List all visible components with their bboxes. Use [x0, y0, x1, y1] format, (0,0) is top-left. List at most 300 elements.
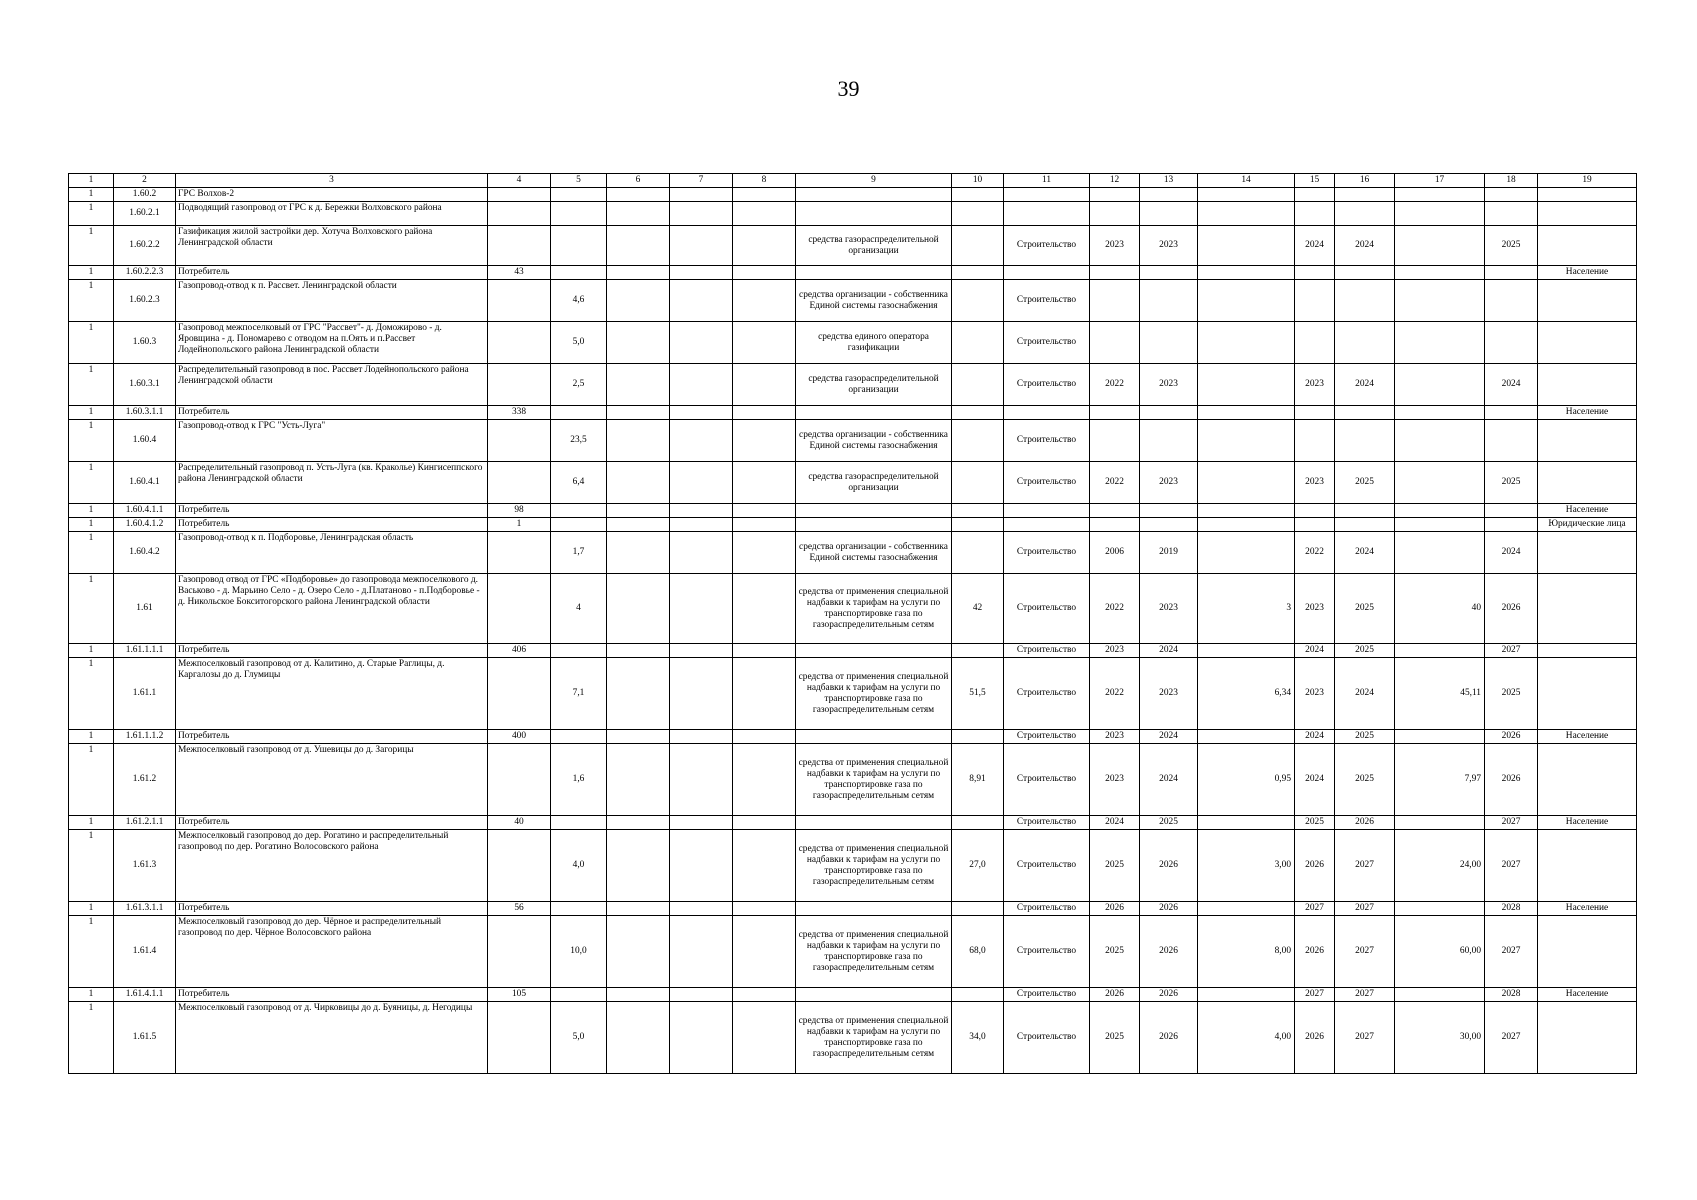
- table-cell-col-11: [1004, 188, 1090, 202]
- table-cell-col-12: 2026: [1090, 902, 1140, 916]
- table-cell-col-18: [1485, 280, 1538, 322]
- table-cell-col-10: [952, 532, 1004, 574]
- table-cell-col-18: 2027: [1485, 644, 1538, 658]
- table-cell-col-14: [1198, 202, 1295, 226]
- table-cell-col-1: 1: [69, 188, 114, 202]
- table-cell-col-18: 2026: [1485, 574, 1538, 644]
- table-row: [69, 188, 1637, 202]
- table-cell-col-13: 2026: [1140, 988, 1198, 1002]
- table-cell-col-19: [1538, 830, 1637, 902]
- table-cell-col-5: 5,0: [551, 322, 607, 364]
- table-row: [69, 574, 1637, 644]
- table-cell-col-19: Население: [1538, 902, 1637, 916]
- table-cell-col-1: 1: [69, 202, 114, 226]
- table-cell-col-18: [1485, 420, 1538, 462]
- table-cell-col-9: средства от применения специальной надбавки к тарифам на услуги по транспортировке газа по газораспределительным сетям: [796, 830, 952, 902]
- table-cell-col-2: 1.61: [114, 574, 176, 644]
- table-cell-col-17: 45,11: [1395, 658, 1485, 730]
- table-cell-col-12: [1090, 322, 1140, 364]
- table-cell-col-11: [1004, 266, 1090, 280]
- table-cell-col-12: [1090, 188, 1140, 202]
- table-cell-col-6: [607, 202, 670, 226]
- table-cell-col-11: Строительство: [1004, 658, 1090, 730]
- document-table: [68, 173, 1637, 1074]
- table-cell-col-14: [1198, 816, 1295, 830]
- table-cell-col-7: [670, 916, 733, 988]
- table-cell-col-9: [796, 504, 952, 518]
- table-cell-col-14: [1198, 188, 1295, 202]
- table-row: [69, 532, 1637, 574]
- table-cell-col-14: 3: [1198, 574, 1295, 644]
- table-row: [69, 322, 1637, 364]
- table-cell-col-8: [733, 280, 796, 322]
- table-cell-col-11: Строительство: [1004, 744, 1090, 816]
- table-cell-col-17: [1395, 988, 1485, 1002]
- table-cell-col-15: 2024: [1295, 744, 1335, 816]
- table-cell-col-13: 2024: [1140, 730, 1198, 744]
- table-cell-col-12: [1090, 202, 1140, 226]
- table-cell-col-18: 2026: [1485, 744, 1538, 816]
- table-cell-col-11: Строительство: [1004, 532, 1090, 574]
- table-cell-col-18: [1485, 518, 1538, 532]
- table-cell-col-3: Газопровод-отвод к п. Подборовье, Ленинградская область: [176, 532, 488, 574]
- table-cell-col-13: [1140, 188, 1198, 202]
- table-cell-col-7: [670, 816, 733, 830]
- table-cell-col-2: 1.60.2.3: [114, 280, 176, 322]
- table-cell-col-10: [952, 202, 1004, 226]
- table-cell-col-5: 5,0: [551, 1002, 607, 1074]
- table-cell-col-8: [733, 816, 796, 830]
- table-cell-col-16: 2027: [1335, 902, 1395, 916]
- table-cell-col-15: [1295, 518, 1335, 532]
- table-cell-col-7: [670, 420, 733, 462]
- table-cell-col-3: Потребитель: [176, 266, 488, 280]
- table-cell-col-18: 2027: [1485, 916, 1538, 988]
- table-cell-col-16: [1335, 266, 1395, 280]
- table-cell-col-6: [607, 988, 670, 1002]
- table-cell-col-3: Межпоселковый газопровод до дер. Чёрное и распределительный газопровод по дер. Чёрное Волосовского района: [176, 916, 488, 988]
- header-cell: 18: [1485, 174, 1538, 188]
- table-cell-col-16: [1335, 406, 1395, 420]
- table-cell-col-14: [1198, 902, 1295, 916]
- table-cell-col-15: [1295, 188, 1335, 202]
- table-cell-col-1: 1: [69, 916, 114, 988]
- table-cell-col-3: Газопровод отвод от ГРС «Подборовье» до газопровода межпоселкового д. Васьково - д. Марьино Село - д. Озеро Село - д.Платаново - п.Подборовье - д. Никольское Бокситогорского района Ленинградской области: [176, 574, 488, 644]
- table-cell-col-14: [1198, 532, 1295, 574]
- table-cell-col-9: [796, 202, 952, 226]
- table-row: [69, 226, 1637, 266]
- table-cell-col-3: Потребитель: [176, 518, 488, 532]
- table-cell-col-11: [1004, 202, 1090, 226]
- table-cell-col-13: 2023: [1140, 462, 1198, 504]
- table-cell-col-14: 3,00: [1198, 830, 1295, 902]
- table-cell-col-19: [1538, 462, 1637, 504]
- table-cell-col-5: 10,0: [551, 916, 607, 988]
- table-cell-col-15: 2023: [1295, 658, 1335, 730]
- table-cell-col-16: 2025: [1335, 730, 1395, 744]
- table-cell-col-1: 1: [69, 902, 114, 916]
- table-cell-col-2: 1.61.3: [114, 830, 176, 902]
- table-cell-col-10: 34,0: [952, 1002, 1004, 1074]
- table-cell-col-9: средства от применения специальной надбавки к тарифам на услуги по транспортировке газа по газораспределительным сетям: [796, 658, 952, 730]
- table-cell-col-7: [670, 644, 733, 658]
- table-cell-col-8: [733, 406, 796, 420]
- header-cell: 6: [607, 174, 670, 188]
- table-cell-col-6: [607, 226, 670, 266]
- table-cell-col-8: [733, 902, 796, 916]
- table-cell-col-1: 1: [69, 364, 114, 406]
- table-cell-col-14: [1198, 988, 1295, 1002]
- table-cell-col-14: 4,00: [1198, 1002, 1295, 1074]
- table-cell-col-8: [733, 916, 796, 988]
- table-cell-col-9: [796, 730, 952, 744]
- table-cell-col-13: [1140, 266, 1198, 280]
- table-cell-col-10: [952, 266, 1004, 280]
- table-cell-col-6: [607, 902, 670, 916]
- table-cell-col-7: [670, 744, 733, 816]
- table-cell-col-9: средства организации - собственника Единой системы газоснабжения: [796, 532, 952, 574]
- table-cell-col-4: 400: [488, 730, 551, 744]
- table-cell-col-7: [670, 1002, 733, 1074]
- table-cell-col-5: 4,6: [551, 280, 607, 322]
- table-cell-col-16: 2025: [1335, 574, 1395, 644]
- table-cell-col-9: средства газораспределительной организации: [796, 226, 952, 266]
- table-cell-col-1: 1: [69, 830, 114, 902]
- table-cell-col-12: 2022: [1090, 658, 1140, 730]
- table-cell-col-18: 2025: [1485, 658, 1538, 730]
- table-cell-col-8: [733, 1002, 796, 1074]
- table-cell-col-9: средства от применения специальной надбавки к тарифам на услуги по транспортировке газа по газораспределительным сетям: [796, 1002, 952, 1074]
- table-cell-col-1: 1: [69, 658, 114, 730]
- table-cell-col-9: средства организации - собственника Единой системы газоснабжения: [796, 420, 952, 462]
- table-cell-col-6: [607, 644, 670, 658]
- table-cell-col-16: 2027: [1335, 988, 1395, 1002]
- table-cell-col-13: 2023: [1140, 658, 1198, 730]
- table-cell-col-19: Население: [1538, 816, 1637, 830]
- table-row: [69, 744, 1637, 816]
- table-cell-col-2: 1.60.4.1: [114, 462, 176, 504]
- table-cell-col-3: Межпоселковый газопровод от д. Чирковицы до д. Буяницы, д. Негодицы: [176, 1002, 488, 1074]
- table-cell-col-11: Строительство: [1004, 644, 1090, 658]
- table-cell-col-6: [607, 406, 670, 420]
- table-cell-col-9: средства организации - собственника Единой системы газоснабжения: [796, 280, 952, 322]
- table-cell-col-5: 6,4: [551, 462, 607, 504]
- table-cell-col-6: [607, 504, 670, 518]
- table-cell-col-15: 2026: [1295, 830, 1335, 902]
- header-cell: 10: [952, 174, 1004, 188]
- page-number: 39: [837, 76, 860, 101]
- table-cell-col-7: [670, 830, 733, 902]
- header-cell: 1: [69, 174, 114, 188]
- table-cell-col-2: 1.60.2.2.3: [114, 266, 176, 280]
- table-cell-col-13: 2026: [1140, 902, 1198, 916]
- table-cell-col-14: [1198, 280, 1295, 322]
- table-cell-col-3: Потребитель: [176, 644, 488, 658]
- table-cell-col-17: 30,00: [1395, 1002, 1485, 1074]
- table-cell-col-14: [1198, 462, 1295, 504]
- table-cell-col-15: 2027: [1295, 988, 1335, 1002]
- table-cell-col-13: [1140, 504, 1198, 518]
- table-cell-col-4: [488, 658, 551, 730]
- table-cell-col-8: [733, 266, 796, 280]
- table-cell-col-15: [1295, 280, 1335, 322]
- table-cell-col-12: 2022: [1090, 574, 1140, 644]
- table-cell-col-15: [1295, 322, 1335, 364]
- table-cell-col-7: [670, 532, 733, 574]
- table-cell-col-4: 40: [488, 816, 551, 830]
- table-cell-col-10: 27,0: [952, 830, 1004, 902]
- table-cell-col-10: [952, 644, 1004, 658]
- table-cell-col-17: [1395, 504, 1485, 518]
- table-cell-col-3: Подводящий газопровод от ГРС к д. Бережки Волховского района: [176, 202, 488, 226]
- table-cell-col-4: [488, 202, 551, 226]
- table-cell-col-15: [1295, 202, 1335, 226]
- table-cell-col-6: [607, 518, 670, 532]
- table-cell-col-4: [488, 916, 551, 988]
- table-cell-col-2: 1.60.2.2: [114, 226, 176, 266]
- table-cell-col-5: [551, 988, 607, 1002]
- table-cell-col-4: 98: [488, 504, 551, 518]
- table-cell-col-13: [1140, 420, 1198, 462]
- table-cell-col-15: 2022: [1295, 532, 1335, 574]
- table-cell-col-6: [607, 816, 670, 830]
- header-cell: 15: [1295, 174, 1335, 188]
- table-cell-col-13: 2019: [1140, 532, 1198, 574]
- table-cell-col-16: [1335, 188, 1395, 202]
- table-cell-col-17: [1395, 816, 1485, 830]
- table-cell-col-15: 2023: [1295, 364, 1335, 406]
- table-cell-col-9: [796, 188, 952, 202]
- table-cell-col-3: Газопровод межпоселковый от ГРС "Рассвет"- д. Доможирово - д. Яровщина - д. Пономарево с отводом на п.Оять и п.Рассвет Лодейнопольского района Ленинградской области: [176, 322, 488, 364]
- table-cell-col-8: [733, 420, 796, 462]
- table-cell-col-19: [1538, 280, 1637, 322]
- table-cell-col-15: 2027: [1295, 902, 1335, 916]
- table-cell-col-11: Строительство: [1004, 574, 1090, 644]
- table-cell-col-4: 338: [488, 406, 551, 420]
- table-cell-col-13: 2023: [1140, 574, 1198, 644]
- table-row: [69, 518, 1637, 532]
- table-cell-col-2: 1.61.4.1.1: [114, 988, 176, 1002]
- table-cell-col-12: 2022: [1090, 462, 1140, 504]
- table-cell-col-5: [551, 202, 607, 226]
- table-cell-col-3: Межпоселковый газопровод от д. Калитино, д. Старые Раглицы, д. Каргалозы до д. Глумицы: [176, 658, 488, 730]
- table-cell-col-17: 60,00: [1395, 916, 1485, 988]
- table-cell-col-15: 2026: [1295, 1002, 1335, 1074]
- table-cell-col-6: [607, 364, 670, 406]
- table-cell-col-8: [733, 830, 796, 902]
- table-cell-col-19: [1538, 644, 1637, 658]
- table-cell-col-19: [1538, 202, 1637, 226]
- table-cell-col-8: [733, 574, 796, 644]
- table-row: [69, 406, 1637, 420]
- header-cell: 13: [1140, 174, 1198, 188]
- table-cell-col-3: Потребитель: [176, 902, 488, 916]
- header-cell: 3: [176, 174, 488, 188]
- table-cell-col-13: [1140, 280, 1198, 322]
- table-cell-col-18: [1485, 188, 1538, 202]
- table-cell-col-11: Строительство: [1004, 988, 1090, 1002]
- table-cell-col-16: 2024: [1335, 532, 1395, 574]
- table-cell-col-16: 2025: [1335, 462, 1395, 504]
- table-cell-col-2: 1.61.5: [114, 1002, 176, 1074]
- table-cell-col-16: 2024: [1335, 658, 1395, 730]
- table-cell-col-17: [1395, 266, 1485, 280]
- table-row: [69, 916, 1637, 988]
- header-cell: 16: [1335, 174, 1395, 188]
- table-cell-col-18: [1485, 406, 1538, 420]
- table-cell-col-13: [1140, 202, 1198, 226]
- table-cell-col-19: [1538, 322, 1637, 364]
- table-cell-col-4: [488, 364, 551, 406]
- table-row: [69, 816, 1637, 830]
- table-cell-col-14: [1198, 266, 1295, 280]
- table-cell-col-5: 1,7: [551, 532, 607, 574]
- table-cell-col-11: Строительство: [1004, 816, 1090, 830]
- table-cell-col-3: Распределительный газопровод в пос. Рассвет Лодейнопольского района Ленинградской области: [176, 364, 488, 406]
- table-cell-col-19: Население: [1538, 504, 1637, 518]
- table-cell-col-9: средства газораспределительной организации: [796, 364, 952, 406]
- table-cell-col-19: [1538, 226, 1637, 266]
- table-cell-col-7: [670, 406, 733, 420]
- table-cell-col-17: 40: [1395, 574, 1485, 644]
- table-row: [69, 364, 1637, 406]
- table-cell-col-13: 2026: [1140, 830, 1198, 902]
- table-cell-col-16: [1335, 202, 1395, 226]
- table-cell-col-15: [1295, 504, 1335, 518]
- table-cell-col-13: [1140, 406, 1198, 420]
- table-cell-col-7: [670, 504, 733, 518]
- table-cell-col-6: [607, 1002, 670, 1074]
- table-row: [69, 280, 1637, 322]
- table-cell-col-1: 1: [69, 816, 114, 830]
- table-row: [69, 830, 1637, 902]
- table-cell-col-12: 2024: [1090, 816, 1140, 830]
- table-cell-col-13: 2023: [1140, 226, 1198, 266]
- table-cell-col-1: 1: [69, 518, 114, 532]
- table-cell-col-4: [488, 574, 551, 644]
- table-cell-col-4: [488, 532, 551, 574]
- table-cell-col-15: 2024: [1295, 226, 1335, 266]
- table-cell-col-7: [670, 266, 733, 280]
- table-cell-col-17: [1395, 518, 1485, 532]
- table-cell-col-19: Население: [1538, 406, 1637, 420]
- table-cell-col-8: [733, 202, 796, 226]
- table-cell-col-8: [733, 658, 796, 730]
- table-cell-col-9: [796, 988, 952, 1002]
- table-cell-col-12: 2025: [1090, 830, 1140, 902]
- table-cell-col-8: [733, 518, 796, 532]
- table-cell-col-17: [1395, 532, 1485, 574]
- table-cell-col-10: [952, 364, 1004, 406]
- table-cell-col-8: [733, 504, 796, 518]
- table-cell-col-18: 2027: [1485, 1002, 1538, 1074]
- table-cell-col-15: 2023: [1295, 462, 1335, 504]
- table-cell-col-2: 1.61.2.1.1: [114, 816, 176, 830]
- table-cell-col-14: [1198, 322, 1295, 364]
- table-cell-col-2: 1.60.2.1: [114, 202, 176, 226]
- table-cell-col-12: [1090, 504, 1140, 518]
- table-cell-col-4: [488, 322, 551, 364]
- table-cell-col-10: [952, 902, 1004, 916]
- table-cell-col-16: [1335, 504, 1395, 518]
- table-cell-col-8: [733, 462, 796, 504]
- header-cell: 8: [733, 174, 796, 188]
- table-row: [69, 202, 1637, 226]
- table-cell-col-4: [488, 1002, 551, 1074]
- table-row: [69, 420, 1637, 462]
- table-cell-col-2: 1.60.4.2: [114, 532, 176, 574]
- table-cell-col-19: [1538, 916, 1637, 988]
- table-cell-col-15: 2026: [1295, 916, 1335, 988]
- table-cell-col-5: 4: [551, 574, 607, 644]
- table-cell-col-10: [952, 504, 1004, 518]
- table-cell-col-17: [1395, 406, 1485, 420]
- table-cell-col-13: 2024: [1140, 744, 1198, 816]
- table-cell-col-4: 43: [488, 266, 551, 280]
- table-cell-col-11: Строительство: [1004, 1002, 1090, 1074]
- table-cell-col-11: Строительство: [1004, 280, 1090, 322]
- table-cell-col-11: Строительство: [1004, 364, 1090, 406]
- table-cell-col-9: средства от применения специальной надбавки к тарифам на услуги по транспортировке газа по газораспределительным сетям: [796, 574, 952, 644]
- table-cell-col-19: Юридические лица: [1538, 518, 1637, 532]
- table-cell-col-7: [670, 188, 733, 202]
- table-cell-col-17: [1395, 280, 1485, 322]
- table-cell-col-12: 2006: [1090, 532, 1140, 574]
- table-cell-col-10: [952, 816, 1004, 830]
- table-cell-col-1: 1: [69, 988, 114, 1002]
- table-cell-col-4: [488, 188, 551, 202]
- table-cell-col-11: [1004, 504, 1090, 518]
- table-cell-col-3: Распределительный газопровод п. Усть-Луга (кв. Краколье) Кингисеппского района Ленинградской области: [176, 462, 488, 504]
- table-cell-col-1: 1: [69, 744, 114, 816]
- table-cell-col-19: Население: [1538, 988, 1637, 1002]
- table-cell-col-13: 2023: [1140, 364, 1198, 406]
- table-cell-col-8: [733, 364, 796, 406]
- table-cell-col-10: [952, 462, 1004, 504]
- table-cell-col-5: 2,5: [551, 364, 607, 406]
- table-cell-col-7: [670, 658, 733, 730]
- table-cell-col-8: [733, 730, 796, 744]
- table-row: [69, 266, 1637, 280]
- table-cell-col-19: [1538, 364, 1637, 406]
- table-cell-col-1: 1: [69, 226, 114, 266]
- table-cell-col-9: средства от применения специальной надбавки к тарифам на услуги по транспортировке газа по газораспределительным сетям: [796, 744, 952, 816]
- table-cell-col-5: [551, 816, 607, 830]
- table-cell-col-8: [733, 744, 796, 816]
- table-cell-col-4: [488, 830, 551, 902]
- table-cell-col-11: Строительство: [1004, 462, 1090, 504]
- table-cell-col-1: 1: [69, 1002, 114, 1074]
- table-cell-col-8: [733, 322, 796, 364]
- table-cell-col-18: 2024: [1485, 364, 1538, 406]
- table-cell-col-17: [1395, 462, 1485, 504]
- table-cell-col-13: 2026: [1140, 1002, 1198, 1074]
- table-cell-col-3: Межпоселковый газопровод от д. Ушевицы до д. Загорицы: [176, 744, 488, 816]
- table-cell-col-10: 42: [952, 574, 1004, 644]
- table-cell-col-5: 1,6: [551, 744, 607, 816]
- table-cell-col-2: 1.60.3.1.1: [114, 406, 176, 420]
- table-cell-col-10: 68,0: [952, 916, 1004, 988]
- table-cell-col-3: Потребитель: [176, 730, 488, 744]
- table-cell-col-1: 1: [69, 280, 114, 322]
- table-row: [69, 644, 1637, 658]
- table-cell-col-10: 51,5: [952, 658, 1004, 730]
- table-cell-col-10: [952, 730, 1004, 744]
- table-cell-col-1: 1: [69, 406, 114, 420]
- table-cell-col-13: [1140, 322, 1198, 364]
- table-cell-col-14: 6,34: [1198, 658, 1295, 730]
- header-cell: 17: [1395, 174, 1485, 188]
